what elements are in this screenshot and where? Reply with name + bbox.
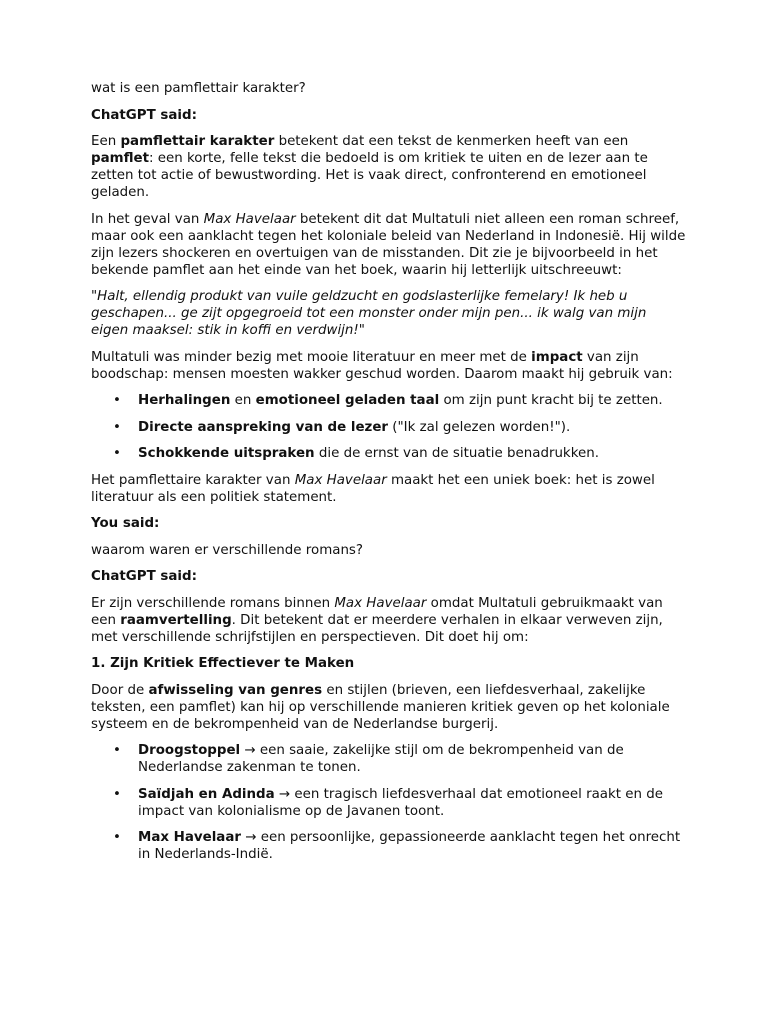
chatgpt-label-2: ChatGPT said: xyxy=(91,569,197,584)
answer-1-paragraph-4: Het pamflettaire karakter van Max Havelaar maakt het een uniek boek: het is zowel literatuur als een politiek statement. xyxy=(91,472,655,505)
user-label: You said: xyxy=(91,516,160,531)
user-question-2: waarom waren er verschillende romans? xyxy=(91,542,364,558)
answer-1-paragraph-3: Multatuli was minder bezig met mooie literatuur en meer met de impact van zijn boodschap: mensen moesten wakker geschud worden. Daarom maakt hij gebruik van: xyxy=(91,349,673,382)
answer-1-paragraph-1: Een pamflettair karakter betekent dat een tekst de kenmerken heeft van een pamflet: een korte, felle tekst die bedoeld is om kritiek te uiten en de lezer aan te zetten tot actie of bewustwording. Het is vaak direct, confronterend en emotioneel geladen. xyxy=(91,134,648,200)
section-heading: 1. Zijn Kritiek Effectiever te Maken xyxy=(91,656,355,671)
list-item: • Max Havelaar → een persoonlijke, gepassioneerde aanklacht tegen het onrecht in Nederlands-Indië. xyxy=(138,829,686,863)
list-item: • Schokkende uitspraken die de ernst van de situatie benadrukken. xyxy=(138,445,686,462)
list-item: • Droogstoppel → een saaie, zakelijke stijl om de bekrompenheid van de Nederlandse zakenman te tonen. xyxy=(138,742,686,776)
book-title: Max Havelaar xyxy=(294,472,387,488)
bold-term: pamflettair karakter xyxy=(120,134,275,149)
quote-text: Halt, ellendig produkt van vuile geldzucht en godslasterlijke femelary! Ik heb u geschapen... ge zijt opgegroeid tot een monster onder mijn pen... ik walg van mijn eigen maaksel: stik in koffi en verdwijn! xyxy=(91,289,647,338)
answer-2-paragraph-1: Er zijn verschillende romans binnen Max Havelaar omdat Multatuli gebruikmaakt van een raamvertelling. Dit betekent dat er meerdere verhalen in elkaar verweven zijn, met verschillende schrijfstijlen en perspectieven. Dit doet hij om: xyxy=(91,595,663,645)
list-item: • Herhalingen en emotioneel geladen taal om zijn punt kracht bij te zetten. xyxy=(138,392,686,409)
bold-term: pamflet xyxy=(91,151,149,166)
list-item: • Saïdjah en Adinda → een tragisch liefdesverhaal dat emotioneel raakt en de impact van kolonialisme op de Javanen toont. xyxy=(138,786,686,820)
bold-term: afwisseling van genres xyxy=(148,682,323,698)
answer-2-paragraph-2: Door de afwisseling van genres en stijlen (brieven, een liefdesverhaal, zakelijke teksten, een pamflet) kan hij op verschillende manieren kritiek geven op het koloniale systeem en de bekrompenheid van de Nederlandse burgerij. xyxy=(91,682,670,732)
user-question-1: wat is een pamflettair karakter? xyxy=(91,81,306,96)
answer-1-paragraph-2: In het geval van Max Havelaar betekent dit dat Multatuli niet alleen een roman schreef, maar ook een aanklacht tegen het koloniale beleid van Nederland in Indonesië. Hij wilde zijn lezers shockeren en overtuigen van de misstanden. Dit zie je bijvoorbeeld in het bekende pamflet aan het einde van het boek, waarin hij letterlijk uitschreeuwt: xyxy=(91,211,686,278)
answer-1-bullet-list xyxy=(91,392,686,462)
book-title: Max Havelaar xyxy=(203,211,296,227)
book-title: Max Havelaar xyxy=(334,595,427,611)
answer-1-quote: "Halt, ellendig produkt van vuile geldzucht en godslasterlijke femelary! Ik heb u geschapen... ge zijt opgegroeid tot een monster onder mijn pen... ik walg van mijn eigen maaksel: stik in koffi en verdwijn!" xyxy=(91,289,647,338)
list-item: • Directe aanspreking van de lezer ("Ik zal gelezen worden!"). xyxy=(138,419,686,436)
chatgpt-label-1: ChatGPT said: xyxy=(91,107,197,123)
document-page xyxy=(91,80,686,873)
bold-term: impact xyxy=(531,349,583,365)
bold-term: raamvertelling xyxy=(120,612,232,628)
answer-2-bullet-list xyxy=(91,742,686,863)
